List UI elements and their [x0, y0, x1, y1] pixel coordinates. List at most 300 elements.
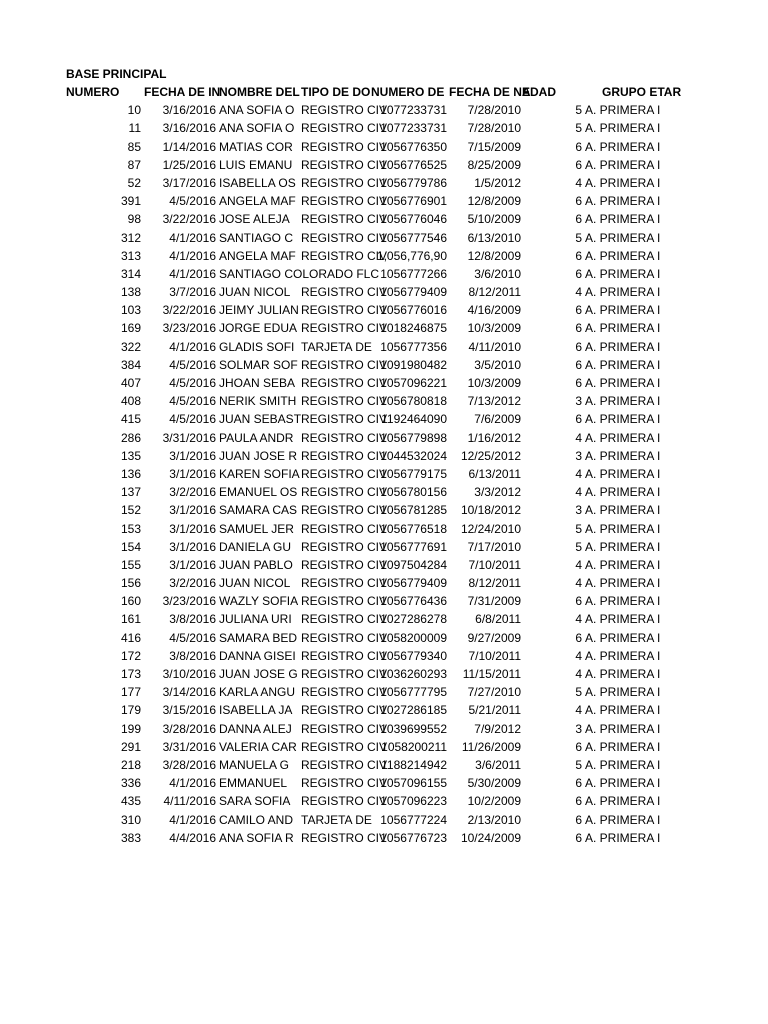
- cell-numero[interactable]: 138: [120, 285, 141, 300]
- header-nombre[interactable]: NOMBRE DEL: [219, 85, 300, 99]
- cell-grupo[interactable]: A. PRIMERA I: [585, 612, 661, 627]
- cell-fecha-ingreso[interactable]: 3/1/2016: [169, 503, 216, 518]
- cell-fecha-ingreso[interactable]: 3/8/2016: [169, 612, 216, 627]
- cell-numero-doc[interactable]: 1056780156: [380, 485, 447, 500]
- cell-edad[interactable]: 3: [575, 721, 582, 736]
- cell-numero-doc[interactable]: 1056777356: [380, 339, 447, 354]
- cell-tipo-doc[interactable]: REGISTRO CIV: [301, 321, 388, 336]
- cell-nombre[interactable]: JUAN PABLO: [219, 557, 293, 572]
- cell-grupo[interactable]: A. PRIMERA I: [585, 776, 661, 791]
- cell-edad[interactable]: 6: [575, 303, 582, 318]
- cell-grupo[interactable]: A. PRIMERA I: [585, 703, 661, 718]
- cell-fecha-ingreso[interactable]: 3/1/2016: [169, 557, 216, 572]
- cell-fecha-nac[interactable]: 7/15/2009: [467, 139, 521, 154]
- cell-fecha-ingreso[interactable]: 4/11/2016: [163, 794, 216, 809]
- cell-tipo-doc[interactable]: REGISTRO CIV: [301, 721, 388, 736]
- cell-numero[interactable]: 103: [120, 303, 141, 318]
- cell-fecha-ingreso[interactable]: 3/1/2016: [169, 521, 216, 536]
- cell-fecha-ingreso[interactable]: 3/23/2016: [162, 594, 216, 609]
- cell-fecha-nac[interactable]: 5/30/2009: [467, 776, 521, 791]
- cell-fecha-ingreso[interactable]: 3/8/2016: [169, 648, 216, 663]
- cell-fecha-nac[interactable]: 8/12/2011: [468, 576, 521, 591]
- cell-numero[interactable]: 313: [120, 248, 141, 263]
- cell-fecha-nac[interactable]: 12/24/2010: [460, 521, 521, 536]
- cell-numero[interactable]: 336: [120, 776, 141, 791]
- cell-numero[interactable]: 416: [120, 630, 141, 645]
- cell-nombre[interactable]: JOSE ALEJA: [219, 212, 290, 227]
- cell-edad[interactable]: 4: [575, 175, 582, 190]
- cell-numero[interactable]: 199: [120, 721, 141, 736]
- cell-nombre[interactable]: SARA SOFIA: [219, 794, 291, 809]
- cell-edad[interactable]: 4: [575, 466, 582, 481]
- cell-fecha-nac[interactable]: 3/6/2010: [474, 266, 521, 281]
- cell-numero-doc[interactable]: 1097504284: [380, 557, 447, 572]
- cell-grupo[interactable]: A. PRIMERA I: [585, 412, 661, 427]
- cell-tipo-doc[interactable]: REGISTRO CIV: [301, 157, 388, 172]
- cell-nombre[interactable]: JUAN NICOL: [219, 576, 291, 591]
- cell-numero-doc[interactable]: 1056777691: [380, 539, 447, 554]
- cell-tipo-doc[interactable]: REGISTRO CIV: [301, 194, 388, 209]
- cell-tipo-doc[interactable]: REGISTRO CIV: [301, 776, 388, 791]
- cell-fecha-nac[interactable]: 8/25/2009: [467, 157, 521, 172]
- cell-tipo-doc[interactable]: REGISTRO CIV: [301, 557, 388, 572]
- header-tipo-doc[interactable]: TIPO DE DO: [301, 85, 371, 99]
- cell-numero-doc[interactable]: 1188214942: [381, 757, 447, 772]
- cell-edad[interactable]: 5: [575, 230, 582, 245]
- cell-fecha-nac[interactable]: 7/13/2012: [467, 394, 521, 409]
- cell-fecha-nac[interactable]: 12/8/2009: [467, 194, 521, 209]
- cell-fecha-ingreso[interactable]: 4/1/2016: [169, 339, 216, 354]
- cell-numero-doc[interactable]: 1056779786: [380, 175, 447, 190]
- cell-fecha-ingreso[interactable]: 3/16/2016: [162, 121, 216, 136]
- cell-tipo-doc[interactable]: REGISTRO CIV: [301, 794, 388, 809]
- cell-nombre[interactable]: SAMARA BED: [219, 630, 298, 645]
- cell-numero[interactable]: 153: [120, 521, 141, 536]
- cell-numero[interactable]: 135: [120, 448, 141, 463]
- cell-nombre[interactable]: DANIELA GU: [219, 539, 292, 554]
- cell-numero[interactable]: 435: [120, 794, 141, 809]
- cell-edad[interactable]: 6: [575, 794, 582, 809]
- cell-grupo[interactable]: A. PRIMERA I: [585, 794, 661, 809]
- cell-numero[interactable]: 415: [120, 412, 141, 427]
- cell-edad[interactable]: 4: [575, 285, 582, 300]
- cell-grupo[interactable]: A. PRIMERA I: [585, 230, 661, 245]
- cell-tipo-doc[interactable]: REGISTRO CIV: [301, 357, 388, 372]
- cell-fecha-ingreso[interactable]: 3/7/2016: [169, 285, 216, 300]
- cell-edad[interactable]: 4: [575, 648, 582, 663]
- cell-fecha-nac[interactable]: 4/11/2010: [468, 339, 521, 354]
- cell-tipo-doc[interactable]: TARJETA DE: [301, 339, 372, 354]
- cell-numero-doc[interactable]: 1056779409: [380, 285, 447, 300]
- cell-numero[interactable]: 10: [127, 103, 141, 118]
- cell-tipo-doc[interactable]: REGISTRO CIV: [301, 248, 388, 263]
- cell-grupo[interactable]: A. PRIMERA I: [585, 430, 661, 445]
- cell-nombre[interactable]: SAMUEL JER: [219, 521, 294, 536]
- cell-fecha-nac[interactable]: 5/10/2009: [467, 212, 521, 227]
- cell-edad[interactable]: 6: [575, 357, 582, 372]
- cell-fecha-nac[interactable]: 11/26/2009: [461, 739, 521, 754]
- cell-numero-doc[interactable]: 1056777546: [380, 230, 447, 245]
- cell-grupo[interactable]: A. PRIMERA I: [585, 139, 661, 154]
- cell-nombre[interactable]: JUAN SEBAST: [219, 412, 302, 427]
- cell-nombre[interactable]: CAMILO AND: [219, 812, 294, 827]
- cell-grupo[interactable]: A. PRIMERA I: [585, 266, 661, 281]
- cell-tipo-doc[interactable]: REGISTRO CIV: [301, 757, 388, 772]
- cell-numero-doc[interactable]: 1056776518: [380, 521, 447, 536]
- cell-tipo-doc[interactable]: REGISTRO CIV: [301, 612, 388, 627]
- cell-numero[interactable]: 291: [120, 739, 141, 754]
- cell-fecha-nac[interactable]: 2/13/2010: [467, 812, 521, 827]
- cell-fecha-ingreso[interactable]: 3/16/2016: [162, 103, 216, 118]
- cell-numero-doc[interactable]: 1039699552: [380, 721, 447, 736]
- cell-numero[interactable]: 314: [120, 266, 141, 281]
- cell-numero[interactable]: 156: [120, 576, 141, 591]
- cell-grupo[interactable]: A. PRIMERA I: [585, 194, 661, 209]
- cell-edad[interactable]: 4: [575, 430, 582, 445]
- cell-numero-doc[interactable]: 1077233731: [380, 103, 447, 118]
- cell-nombre[interactable]: JUAN NICOL: [219, 285, 291, 300]
- cell-grupo[interactable]: A. PRIMERA I: [585, 594, 661, 609]
- cell-fecha-ingreso[interactable]: 3/1/2016: [169, 448, 216, 463]
- cell-fecha-ingreso[interactable]: 3/28/2016: [162, 757, 216, 772]
- cell-nombre[interactable]: ANA SOFIA O: [219, 103, 295, 118]
- cell-grupo[interactable]: A. PRIMERA I: [585, 448, 661, 463]
- cell-numero-doc[interactable]: 1018246875: [380, 321, 447, 336]
- cell-numero[interactable]: 169: [120, 321, 141, 336]
- cell-tipo-doc[interactable]: REGISTRO CIV: [301, 303, 388, 318]
- cell-fecha-ingreso[interactable]: 3/17/2016: [162, 175, 216, 190]
- cell-edad[interactable]: 4: [575, 612, 582, 627]
- cell-numero-doc[interactable]: 1056777224: [380, 812, 447, 827]
- cell-fecha-nac[interactable]: 7/9/2012: [474, 721, 521, 736]
- cell-grupo[interactable]: A. PRIMERA I: [585, 212, 661, 227]
- cell-edad[interactable]: 6: [575, 776, 582, 791]
- cell-fecha-nac[interactable]: 5/21/2011: [468, 703, 521, 718]
- cell-numero[interactable]: 286: [120, 430, 141, 445]
- cell-numero[interactable]: 155: [120, 557, 141, 572]
- cell-numero-doc[interactable]: 1056776016: [380, 303, 447, 318]
- cell-edad[interactable]: 4: [575, 485, 582, 500]
- cell-fecha-ingreso[interactable]: 3/2/2016: [169, 485, 216, 500]
- cell-fecha-ingreso[interactable]: 4/1/2016: [169, 776, 216, 791]
- cell-edad[interactable]: 3: [575, 394, 582, 409]
- cell-tipo-doc[interactable]: REGISTRO CIV: [301, 485, 388, 500]
- cell-fecha-ingreso[interactable]: 3/2/2016: [169, 576, 216, 591]
- cell-nombre[interactable]: SOLMAR SOF: [219, 357, 298, 372]
- cell-nombre[interactable]: EMANUEL OS: [219, 485, 298, 500]
- cell-numero[interactable]: 52: [127, 175, 141, 190]
- cell-numero[interactable]: 136: [120, 466, 141, 481]
- cell-fecha-nac[interactable]: 4/16/2009: [467, 303, 521, 318]
- cell-edad[interactable]: 6: [575, 812, 582, 827]
- cell-fecha-nac[interactable]: 7/10/2011: [468, 557, 521, 572]
- cell-numero[interactable]: 85: [127, 139, 141, 154]
- cell-tipo-doc[interactable]: REGISTRO CIV: [301, 448, 388, 463]
- cell-nombre[interactable]: ANGELA MAF: [219, 194, 296, 209]
- cell-grupo[interactable]: A. PRIMERA I: [585, 357, 661, 372]
- cell-numero-doc[interactable]: 1056776350: [380, 139, 447, 154]
- cell-nombre[interactable]: JUAN JOSE G: [219, 667, 298, 681]
- cell-fecha-ingreso[interactable]: 4/5/2016: [169, 357, 216, 372]
- cell-numero-doc[interactable]: 1056777266: [380, 266, 447, 281]
- cell-fecha-ingreso[interactable]: 4/5/2016: [169, 194, 216, 209]
- cell-fecha-ingreso[interactable]: 4/1/2016: [169, 230, 216, 245]
- cell-fecha-nac[interactable]: 6/8/2011: [475, 612, 521, 627]
- cell-nombre[interactable]: ANA SOFIA R: [219, 830, 294, 845]
- cell-fecha-ingreso[interactable]: 4/1/2016: [169, 812, 216, 827]
- cell-fecha-nac[interactable]: 3/6/2011: [475, 757, 521, 772]
- cell-edad[interactable]: 4: [575, 557, 582, 572]
- cell-numero[interactable]: 179: [120, 703, 141, 718]
- cell-nombre[interactable]: DANNA ALEJ: [219, 721, 292, 736]
- cell-tipo-doc[interactable]: REGISTRO CIV: [301, 394, 388, 409]
- cell-edad[interactable]: 6: [575, 830, 582, 845]
- cell-tipo-doc[interactable]: REGISTRO CIV: [301, 830, 388, 845]
- cell-numero[interactable]: 408: [120, 394, 141, 409]
- cell-nombre[interactable]: PAULA ANDR: [219, 430, 294, 445]
- cell-grupo[interactable]: A. PRIMERA I: [585, 503, 661, 518]
- cell-numero-doc[interactable]: 1056780818: [380, 394, 447, 409]
- cell-numero[interactable]: 177: [120, 685, 141, 700]
- cell-edad[interactable]: 6: [575, 739, 582, 754]
- cell-fecha-ingreso[interactable]: 3/23/2016: [162, 321, 216, 336]
- cell-nombre[interactable]: SANTIAGO C: [219, 230, 294, 245]
- cell-numero[interactable]: 407: [120, 376, 141, 390]
- cell-nombre[interactable]: KARLA ANGU: [219, 685, 296, 700]
- cell-numero[interactable]: 161: [120, 612, 141, 627]
- cell-numero-doc[interactable]: 1056776046: [380, 212, 447, 227]
- cell-grupo[interactable]: A. PRIMERA I: [585, 739, 661, 754]
- cell-fecha-nac[interactable]: 10/24/2009: [460, 830, 521, 845]
- cell-numero-doc[interactable]: 1077233731: [380, 121, 447, 136]
- cell-tipo-doc[interactable]: REGISTRO CIV: [301, 685, 388, 700]
- cell-fecha-nac[interactable]: 7/27/2010: [467, 685, 521, 700]
- cell-tipo-doc[interactable]: REGISTRO CIV: [301, 175, 388, 190]
- cell-nombre[interactable]: ISABELLA OS: [219, 175, 296, 190]
- cell-fecha-nac[interactable]: 8/12/2011: [468, 285, 521, 300]
- cell-nombre[interactable]: KAREN SOFIA: [219, 466, 300, 481]
- cell-grupo[interactable]: A. PRIMERA I: [585, 485, 661, 500]
- cell-fecha-nac[interactable]: 10/3/2009: [467, 321, 521, 336]
- cell-numero[interactable]: 218: [120, 757, 141, 772]
- cell-nombre[interactable]: LUIS EMANU: [219, 157, 293, 172]
- cell-numero-doc[interactable]: 1056776525: [380, 157, 447, 172]
- cell-numero-doc[interactable]: 1056776436: [380, 594, 447, 609]
- cell-fecha-nac[interactable]: 11/15/2011: [462, 667, 521, 681]
- cell-fecha-ingreso[interactable]: 3/22/2016: [162, 303, 216, 318]
- cell-fecha-ingreso[interactable]: 3/1/2016: [169, 539, 216, 554]
- cell-numero-doc[interactable]: 1027286185: [380, 703, 447, 718]
- cell-numero[interactable]: 384: [120, 357, 141, 372]
- cell-nombre[interactable]: EMMANUEL: [219, 776, 288, 791]
- cell-fecha-nac[interactable]: 12/25/2012: [460, 448, 521, 463]
- cell-grupo[interactable]: A. PRIMERA I: [585, 248, 661, 263]
- cell-nombre[interactable]: ISABELLA JA: [219, 703, 293, 718]
- cell-tipo-doc[interactable]: REGISTRO CIV: [301, 503, 388, 518]
- cell-grupo[interactable]: A. PRIMERA I: [585, 721, 661, 736]
- cell-fecha-nac[interactable]: 6/13/2011: [468, 466, 521, 481]
- cell-grupo[interactable]: A. PRIMERA I: [585, 394, 661, 409]
- cell-grupo[interactable]: A. PRIMERA I: [585, 557, 661, 572]
- cell-fecha-nac[interactable]: 1/5/2012: [474, 175, 521, 190]
- cell-edad[interactable]: 5: [575, 685, 582, 700]
- cell-fecha-nac[interactable]: 3/5/2010: [474, 357, 521, 372]
- cell-numero-doc[interactable]: 1057096223: [380, 794, 447, 809]
- header-fecha-ingreso[interactable]: FECHA DE IN: [144, 85, 221, 99]
- cell-tipo-doc[interactable]: REGISTRO CIV: [301, 121, 388, 136]
- cell-nombre[interactable]: JEIMY JULIAN: [219, 303, 299, 318]
- header-numero-doc[interactable]: NUMERO DE: [371, 85, 445, 99]
- cell-fecha-nac[interactable]: 10/2/2009: [467, 794, 521, 809]
- cell-tipo-doc[interactable]: REGISTRO CIV: [301, 376, 388, 390]
- cell-numero-doc[interactable]: 1036260293: [380, 667, 447, 681]
- cell-numero-doc[interactable]: 1091980482: [380, 357, 447, 372]
- cell-edad[interactable]: 3: [575, 448, 582, 463]
- cell-fecha-nac[interactable]: 12/8/2009: [467, 248, 521, 263]
- cell-fecha-ingreso[interactable]: 1/25/2016: [162, 157, 216, 172]
- cell-tipo-doc[interactable]: REGISTRO CIV: [301, 739, 388, 754]
- cell-grupo[interactable]: A. PRIMERA I: [585, 812, 661, 827]
- cell-fecha-ingreso[interactable]: 3/22/2016: [162, 212, 216, 227]
- cell-tipo-doc[interactable]: TARJETA DE: [301, 812, 372, 827]
- cell-numero-doc[interactable]: 1027286278: [380, 612, 447, 627]
- cell-grupo[interactable]: A. PRIMERA I: [585, 539, 661, 554]
- cell-tipo-doc[interactable]: REGISTRO CIV: [301, 594, 388, 609]
- cell-numero-doc[interactable]: 1044532024: [380, 448, 447, 463]
- cell-grupo[interactable]: A. PRIMERA I: [585, 339, 661, 354]
- cell-tipo-doc[interactable]: REGISTRO CIV: [301, 576, 388, 591]
- cell-fecha-ingreso[interactable]: 3/31/2016: [162, 739, 216, 754]
- cell-edad[interactable]: 6: [575, 376, 582, 390]
- cell-fecha-ingreso[interactable]: 3/31/2016: [162, 430, 216, 445]
- cell-edad[interactable]: 6: [575, 266, 582, 281]
- cell-fecha-ingreso[interactable]: 4/5/2016: [169, 630, 216, 645]
- cell-grupo[interactable]: A. PRIMERA I: [585, 303, 661, 318]
- cell-nombre[interactable]: NERIK SMITH: [219, 394, 297, 409]
- cell-numero[interactable]: 154: [120, 539, 141, 554]
- cell-tipo-doc[interactable]: REGISTRO CIV: [301, 466, 388, 481]
- cell-tipo-doc[interactable]: REGISTRO CIV: [301, 230, 388, 245]
- cell-numero[interactable]: 87: [127, 157, 141, 172]
- cell-grupo[interactable]: A. PRIMERA I: [585, 175, 661, 190]
- cell-grupo[interactable]: A. PRIMERA I: [585, 630, 661, 645]
- cell-nombre[interactable]: WAZLY SOFIA: [219, 594, 299, 609]
- cell-grupo[interactable]: A. PRIMERA I: [585, 157, 661, 172]
- cell-nombre[interactable]: VALERIA CAR: [219, 739, 297, 754]
- cell-nombre[interactable]: SAMARA CAS: [219, 503, 298, 518]
- cell-numero[interactable]: 160: [120, 594, 141, 609]
- cell-numero[interactable]: 322: [120, 339, 141, 354]
- cell-numero-doc[interactable]: 1192464090: [381, 412, 447, 427]
- cell-numero[interactable]: 172: [120, 648, 141, 663]
- cell-grupo[interactable]: A. PRIMERA I: [585, 830, 661, 845]
- cell-fecha-ingreso[interactable]: 3/1/2016: [169, 466, 216, 481]
- cell-tipo-doc[interactable]: REGISTRO CIV: [301, 667, 388, 681]
- cell-edad[interactable]: 6: [575, 630, 582, 645]
- cell-numero-doc[interactable]: 1056777795: [380, 685, 447, 700]
- cell-nombre[interactable]: JULIANA URI: [219, 612, 292, 627]
- cell-numero[interactable]: 173: [120, 667, 141, 681]
- cell-edad[interactable]: 3: [575, 503, 582, 518]
- cell-fecha-ingreso[interactable]: 4/1/2016: [169, 266, 216, 281]
- cell-fecha-nac[interactable]: 7/28/2010: [467, 121, 521, 136]
- cell-fecha-ingreso[interactable]: 4/1/2016: [169, 248, 216, 263]
- cell-edad[interactable]: 6: [575, 321, 582, 336]
- cell-nombre[interactable]: MATIAS COR: [219, 139, 293, 154]
- cell-fecha-nac[interactable]: 9/27/2009: [467, 630, 521, 645]
- cell-numero-doc[interactable]: 1,056,776,90: [376, 248, 447, 263]
- cell-nombre[interactable]: GLADIS SOFI: [219, 339, 295, 354]
- cell-numero[interactable]: 312: [120, 230, 141, 245]
- cell-nombre[interactable]: JUAN JOSE R: [219, 448, 298, 463]
- cell-nombre[interactable]: SANTIAGO COLORADO FLC: [219, 266, 380, 281]
- cell-grupo[interactable]: A. PRIMERA I: [585, 576, 661, 591]
- cell-nombre[interactable]: DANNA GISEI: [219, 648, 296, 663]
- cell-grupo[interactable]: A. PRIMERA I: [585, 376, 661, 390]
- cell-fecha-ingreso[interactable]: 4/5/2016: [169, 394, 216, 409]
- cell-numero-doc[interactable]: 1057096155: [380, 776, 447, 791]
- header-edad[interactable]: EDAD: [522, 85, 557, 99]
- cell-numero[interactable]: 152: [120, 503, 141, 518]
- cell-nombre[interactable]: ANGELA MAF: [219, 248, 296, 263]
- cell-grupo[interactable]: A. PRIMERA I: [585, 466, 661, 481]
- cell-fecha-ingreso[interactable]: 3/28/2016: [162, 721, 216, 736]
- cell-tipo-doc[interactable]: REGISTRO CIV: [301, 103, 388, 118]
- cell-numero-doc[interactable]: 1056779175: [380, 466, 447, 481]
- cell-numero-doc[interactable]: 1056779340: [380, 648, 447, 663]
- cell-tipo-doc[interactable]: REGISTRO CIV: [301, 521, 388, 536]
- cell-fecha-ingreso[interactable]: 4/5/2016: [169, 376, 216, 390]
- cell-numero-doc[interactable]: 1056779898: [380, 430, 447, 445]
- cell-numero-doc[interactable]: 1056779409: [380, 576, 447, 591]
- header-fecha-nac[interactable]: FECHA DE NA: [449, 85, 531, 99]
- cell-fecha-nac[interactable]: 7/6/2009: [474, 412, 521, 427]
- cell-edad[interactable]: 5: [575, 521, 582, 536]
- cell-edad[interactable]: 6: [575, 594, 582, 609]
- cell-nombre[interactable]: ANA SOFIA O: [219, 121, 295, 136]
- cell-fecha-ingreso[interactable]: 1/14/2016: [162, 139, 216, 154]
- cell-tipo-doc[interactable]: REGISTRO CIV: [301, 539, 388, 554]
- cell-edad[interactable]: 4: [575, 667, 582, 681]
- cell-fecha-ingreso[interactable]: 4/4/2016: [169, 830, 216, 845]
- cell-fecha-ingreso[interactable]: 3/10/2016: [162, 667, 216, 681]
- cell-grupo[interactable]: A. PRIMERA I: [585, 757, 661, 772]
- cell-tipo-doc[interactable]: REGISTRO CIV: [301, 139, 388, 154]
- cell-numero[interactable]: 98: [127, 212, 141, 227]
- cell-numero[interactable]: 310: [120, 812, 141, 827]
- cell-nombre[interactable]: JHOAN SEBA: [219, 376, 296, 390]
- cell-fecha-nac[interactable]: 6/13/2010: [467, 230, 521, 245]
- cell-numero-doc[interactable]: 1056776723: [380, 830, 447, 845]
- cell-fecha-nac[interactable]: 10/18/2012: [460, 503, 521, 518]
- cell-edad[interactable]: 6: [575, 412, 582, 427]
- cell-numero-doc[interactable]: 1056776901: [380, 194, 447, 209]
- cell-numero-doc[interactable]: 1058200211: [381, 739, 447, 754]
- cell-fecha-nac[interactable]: 3/3/2012: [474, 485, 521, 500]
- cell-tipo-doc[interactable]: REGISTRO CIV: [301, 648, 388, 663]
- cell-edad[interactable]: 6: [575, 339, 582, 354]
- cell-edad[interactable]: 6: [575, 194, 582, 209]
- cell-tipo-doc[interactable]: REGISTRO CIV: [301, 630, 388, 645]
- cell-numero[interactable]: 383: [120, 830, 141, 845]
- cell-fecha-ingreso[interactable]: 3/14/2016: [162, 685, 216, 700]
- cell-tipo-doc[interactable]: REGISTRO CIV: [301, 212, 388, 227]
- cell-nombre[interactable]: JORGE EDUA: [219, 321, 298, 336]
- cell-edad[interactable]: 6: [575, 212, 582, 227]
- header-grupo[interactable]: GRUPO ETAR: [602, 85, 682, 99]
- cell-numero[interactable]: 11: [128, 121, 141, 136]
- cell-numero-doc[interactable]: 1057096221: [380, 376, 447, 390]
